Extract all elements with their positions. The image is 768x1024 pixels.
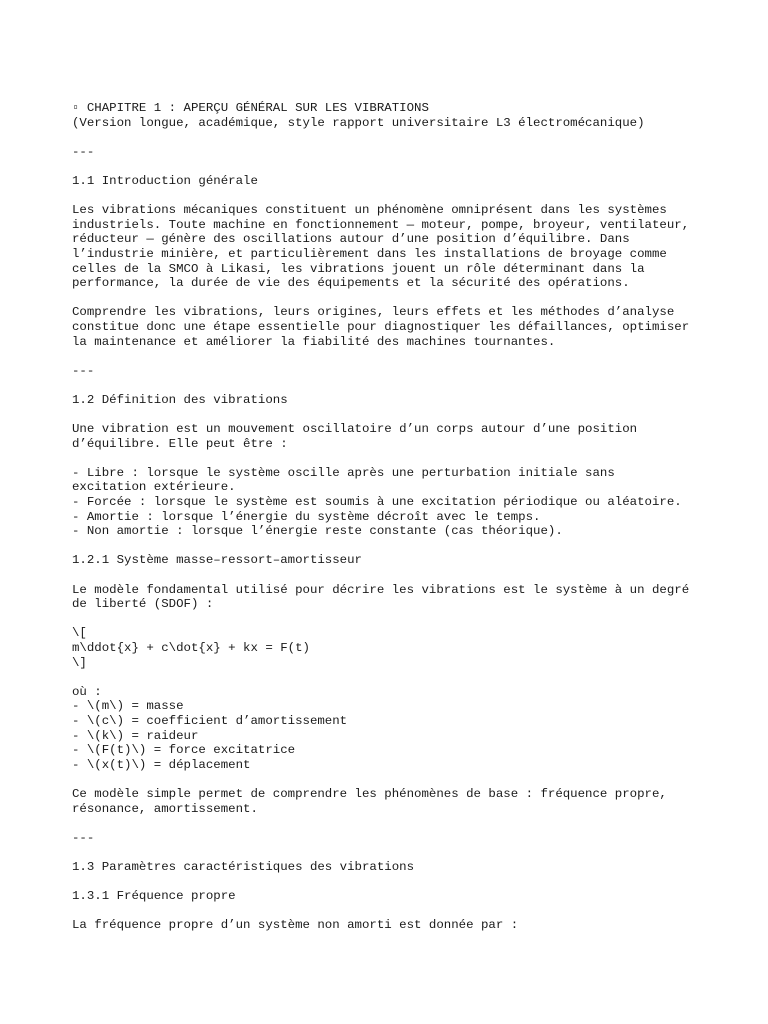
equation-line: m\ddot{x} + c\dot{x} + kx = F(t) [72,640,310,655]
paragraph-line: réducteur — génère des oscillations autour d’une position d’équilibre. Dans [72,232,630,247]
subsection-heading-1-2-1: 1.2.1 Système masse–ressort–amortisseur [72,553,362,568]
paragraph-intro-1 [72,203,728,291]
paragraph-definition [72,422,728,451]
list-item: excitation extérieure. [72,480,236,495]
paragraph-line: l’industrie minière, et particulièrement dans les installations de broyage comme [72,246,667,261]
list-item: où : [72,684,102,699]
chapter-subtitle: (Version longue, académique, style rapport universitaire L3 électromécanique) [72,115,645,130]
equation-block [72,626,728,670]
paragraph-intro-2 [72,305,728,349]
paragraph-line: industriels. Toute machine en fonctionnement — moteur, pompe, broyeur, ventilateur, [72,217,690,232]
equation-line: \[ [72,626,87,641]
equation-line: \] [72,655,87,670]
list-item: - Libre : lorsque le système oscille après une perturbation initiale sans [72,465,615,480]
vibration-types-list [72,466,728,539]
list-item: - \(c\) = coefficient d’amortissement [72,713,348,728]
paragraph-model-summary [72,787,728,816]
paragraph-natural-frequency [72,918,728,933]
paragraph-line: celles de la SMCO à Likasi, les vibrations jouent un rôle déterminant dans la [72,261,645,276]
variables-list [72,685,728,773]
paragraph-line: Les vibrations mécaniques constituent un phénomène omniprésent dans les systèmes [72,203,667,218]
separator: --- [72,144,95,159]
list-item: - Amortie : lorsque l’énergie du système décroît avec le temps. [72,509,541,524]
list-item: - Non amortie : lorsque l’énergie reste constante (cas théorique). [72,524,563,539]
subsection-heading-1-3-1: 1.3.1 Fréquence propre [72,889,236,904]
paragraph-line: La fréquence propre d’un système non amorti est donnée par : [72,918,519,933]
paragraph-line: Comprendre les vibrations, leurs origines, leurs effets et les méthodes d’analyse [72,305,675,320]
paragraph-line: la maintenance et améliorer la fiabilité des machines tournantes. [72,334,556,349]
paragraph-line: d’équilibre. Elle peut être : [72,436,288,451]
section-heading-1-3: 1.3 Paramètres caractéristiques des vibrations [72,859,415,874]
section-heading-1-2: 1.2 Définition des vibrations [72,392,288,407]
list-item: - \(F(t)\) = force excitatrice [72,743,296,758]
paragraph-line: résonance, amortissement. [72,801,258,816]
chapter-title: ▫ CHAPITRE 1 : APERÇU GÉNÉRAL SUR LES VIBRATIONS [72,101,429,115]
separator: --- [72,363,95,378]
paragraph-line: Le modèle fondamental utilisé pour décrire les vibrations est le système à un degré [72,582,690,597]
paragraph-line: Une vibration est un mouvement oscillatoire d’un corps autour d’une position [72,422,638,437]
list-item: - \(x(t)\) = déplacement [72,757,251,772]
list-item: - \(m\) = masse [72,699,184,714]
paragraph-line: de liberté (SDOF) : [72,597,214,612]
paragraph-line: Ce modèle simple permet de comprendre les phénomènes de base : fréquence propre, [72,786,667,801]
list-item: - \(k\) = raideur [72,728,199,743]
paragraph-line: performance, la durée de vie des équipements et la sécurité des opérations. [72,276,630,291]
list-item: - Forcée : lorsque le système est soumis à une excitation périodique ou aléatoire. [72,495,682,510]
section-heading-1-1: 1.1 Introduction générale [72,173,258,188]
paragraph-line: constitue donc une étape essentielle pour diagnostiquer les défaillances, optimiser [72,319,690,334]
separator: --- [72,830,95,845]
paragraph-sdof [72,583,728,612]
